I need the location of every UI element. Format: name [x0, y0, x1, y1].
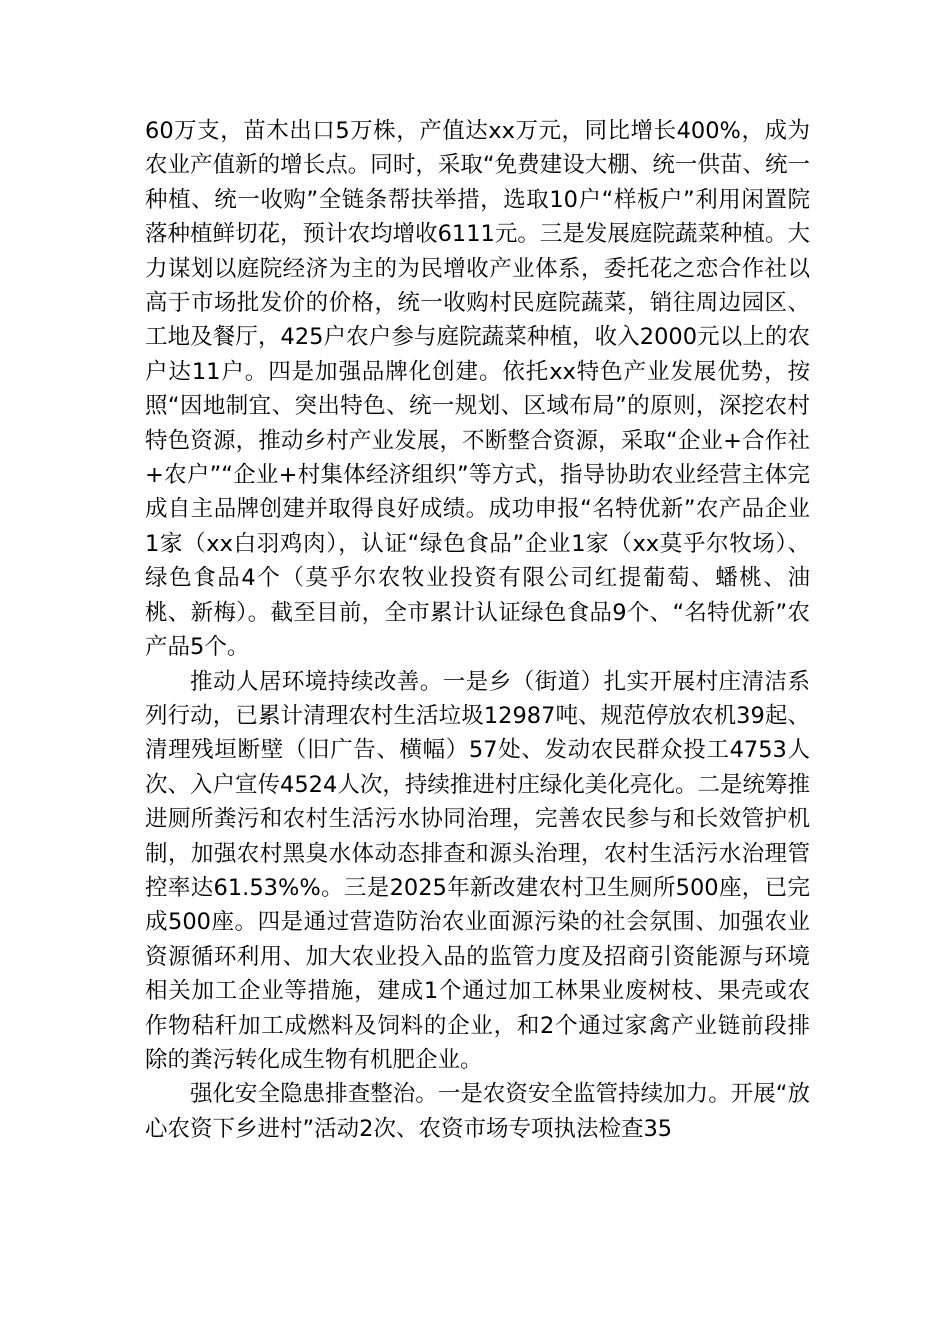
- paragraph-2: 推动人居环境持续改善。一是乡（街道）扎实开展村庄清洁系列行动，已累计清理农村生活垃圾12987吨、规范停放农机39起、清理残垣断壁（旧广告、横幅）57处、发动农民群众投工4753人次、入户宣传4524人次，持续推进村庄绿化美化亮化。二是统筹推进厕所粪污和农村生活污水协同治理，完善农民参与和长效管护机制，加强农村黑臭水体动态排查和源头治理，农村生活污水治理管控率达61.53%%。三是2025年新改建农村卫生厕所500座，已完成500座。四是通过营造防治农业面源污染的社会氛围、加强农业资源循环利用、加大农业投入品的监管力度及招商引资能源与环境相关加工企业等措施，建成1个通过加工林果业废树枝、果壳或农作物秸秆加工成燃料及饲料的企业，和2个通过家禽产业链前段排除的粪污转化成生物有机肥企业。: [145, 668, 810, 1073]
- paragraph-1: 60万支，苗木出口5万株，产值达xx万元，同比增长400%，成为农业产值新的增长点。同时，采取“免费建设大棚、统一供苗、统一种植、统一收购”全链条帮扶举措，选取10户“样板户”利用闲置院落种植鲜切花，预计农均增收6111元。三是发展庭院蔬菜种植。大力谋划以庭院经济为主的为民增收产业体系，委托花之恋合作社以高于市场批发价的价格，统一收购村民庭院蔬菜，销往周边园区、工地及餐厅，425户农户参与庭院蔬菜种植，收入2000元以上的农户达11户。四是加强品牌化创建。依托xx特色产业发展优势，按照“因地制宜、突出特色、统一规划、区域布局”的原则，深挖农村特色资源，推动乡村产业发展，不断整合资源，采取“企业+合作社+农户”“企业+村集体经济组织”等方式，指导协助农业经营主体完成自主品牌创建并取得良好成绩。成功申报“名特优新”农产品企业1家（xx白羽鸡肉），认证“绿色食品”企业1家（xx莫乎尔牧场）、绿色食品4个（莫乎尔农牧业投资有限公司红提葡萄、蟠桃、油桃、新梅）。截至目前，全市累计认证绿色食品9个、“名特优新”农产品5个。: [145, 118, 810, 661]
- body-text: [145, 114, 810, 1146]
- paragraph-3: 强化安全隐患排查整治。一是农资安全监管持续加力。开展“放心农资下乡进村”活动2次、农资市场专项执法检查35: [145, 1081, 810, 1142]
